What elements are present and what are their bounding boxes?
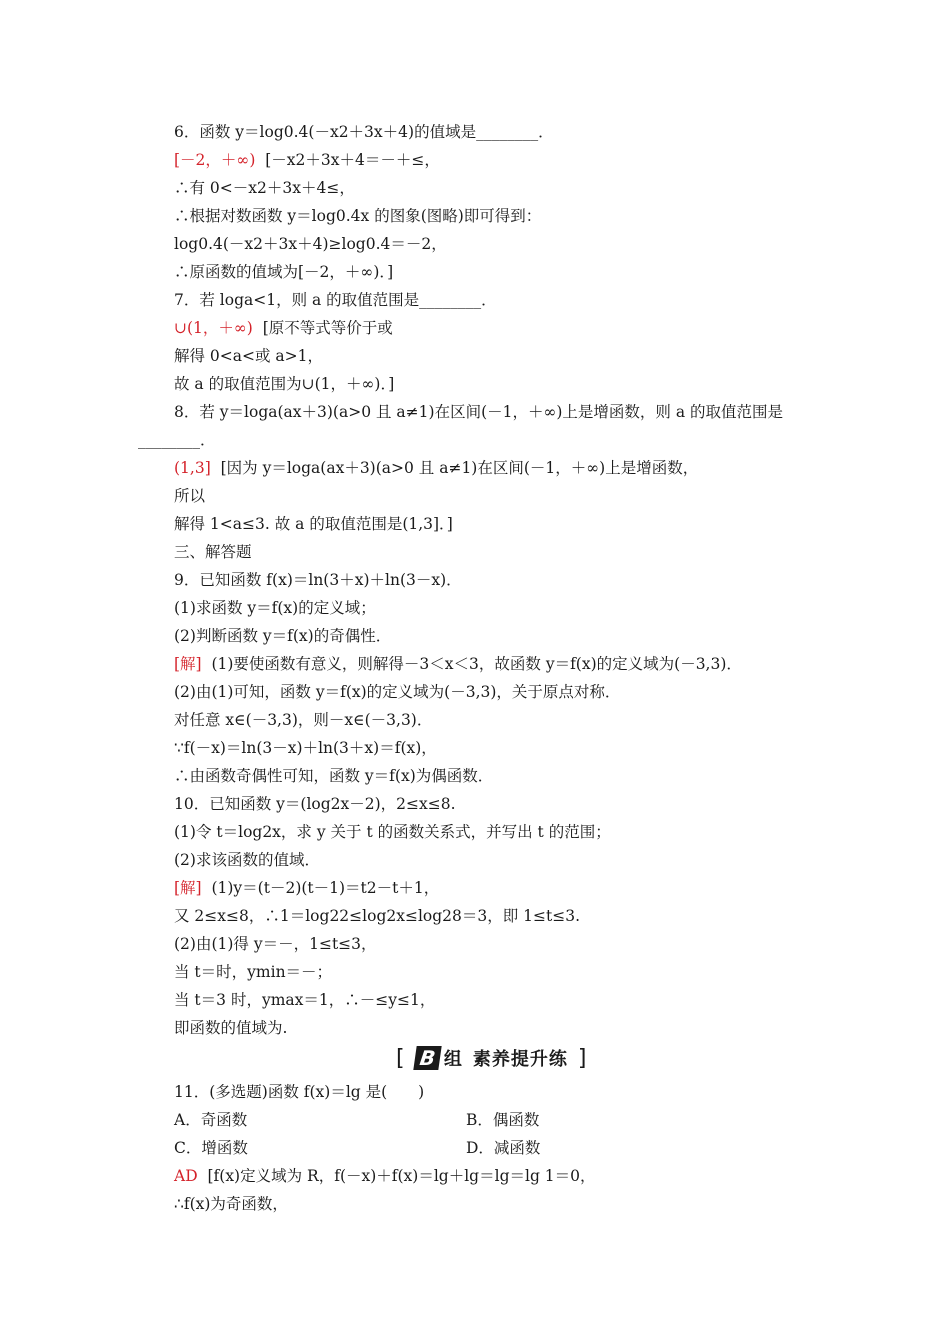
problem-8-blank: ________． [138,431,216,449]
problem-11-answer-line [174,1166,596,1186]
problem-6-answer-line [174,150,440,170]
solution-text: [f(x)定义域为 R，f(－x)＋f(x)＝lg＋lg＝lg＝lg 1＝0， [207,1167,596,1185]
answer-key: [－2，＋∞) [174,151,256,169]
solution-line: 解得 1<a≤3. 故 a 的取值范围是(1,3]．] [174,515,453,533]
option-a: A．奇函数 [174,1111,248,1129]
section-title: 素养提升练 [472,1049,568,1070]
problem-9-solution-line [174,654,742,674]
problem-8-answer-line [174,458,698,478]
solution-line: ∵f(－x)＝ln(3－x)＋ln(3＋x)＝f(x)， [174,739,437,757]
solution-line: 即函数的值域为. [174,1019,288,1037]
solution-text: [因为 y＝loga(ax＋3)(a>0 且 a≠1)在区间(－1，＋∞)上是增函数， [220,459,699,477]
bracket-left: [ [396,1045,405,1071]
problem-7-answer-line [174,318,393,338]
solution-line: (2)由(1)得 y＝－，1≤t≤3， [174,935,377,953]
problem-11-question: 11．(多选题)函数 f(x)＝lg 是( ) [174,1083,425,1101]
question-part: (2)求该函数的值域． [174,851,320,869]
solution-text: [原不等式等价于或 [262,319,393,337]
answer-key: AD [174,1167,198,1185]
solution-text: [－x2＋3x＋4＝－＋≤， [265,151,440,169]
solution-line: 当 t＝3 时，ymax＝1，∴－≤y≤1， [174,991,436,1009]
solution-text: (1)y＝(t－2)(t－1)＝t2－t＋1， [211,879,440,897]
solution-line: ∴f(x)为奇函数， [174,1195,288,1213]
solution-line: log0.4(－x2＋3x＋4)≥log0.4＝－2， [174,235,447,253]
option-c: C．增函数 [174,1139,248,1157]
problem-10-solution-line [174,878,439,898]
solution-line: 所以 [174,487,206,505]
problem-7-question: 7．若 loga<1，则 a 的取值范围是________． [174,291,497,309]
solution-line: (2)由(1)可知，函数 y＝f(x)的定义域为(－3,3)，关于原点对称． [174,683,621,701]
bracket-right: ] [577,1045,587,1071]
solution-marker: [解] [174,879,202,897]
section-b-header [396,1044,586,1072]
solution-line: ∴由函数奇偶性可知，函数 y＝f(x)为偶函数． [174,767,494,785]
solution-line: 当 t＝时，ymin＝－； [174,963,333,981]
solution-line: 故 a 的取值范围为∪(1，＋∞)．] [174,375,395,393]
solution-line: ∴有 0<－x2＋3x＋4≤， [174,179,355,197]
option-b: B．偶函数 [466,1111,540,1129]
solution-line: 又 2≤x≤8，∴1＝log22≤log2x≤log28＝3，即 1≤t≤3. [174,907,581,925]
answer-key: ∪(1，＋∞) [174,319,253,337]
option-d: D．减函数 [466,1139,541,1157]
solution-line: ∴原函数的值域为[－2，＋∞)．] [174,263,394,281]
solution-line: 对任意 x∈(－3,3)，则－x∈(－3,3)． [174,711,433,729]
section-heading: 三、解答题 [174,543,252,561]
solution-line: ∴根据对数函数 y＝log0.4x 的图象(图略)即可得到： [174,207,542,225]
problem-6-question: 6．函数 y＝log0.4(－x2＋3x＋4)的值域是________． [174,123,554,141]
solution-line: 解得 0<a<或 a>1， [174,347,324,365]
problem-8-question: 8．若 y＝loga(ax＋3)(a>0 且 a≠1)在区间(－1，＋∞)上是增函数，则 a 的取值范围是 [174,403,784,421]
question-part: (1)求函数 y＝f(x)的定义域； [174,599,376,617]
group-word: 组 [443,1049,463,1070]
problem-10-question: 10．已知函数 y＝(log2x－2)，2≤x≤8. [174,795,456,813]
solution-text: (1)要使函数有意义，则解得－3＜x＜3，故函数 y＝f(x)的定义域为(－3,3)． [211,655,742,673]
group-letter-badge: B [413,1046,442,1070]
question-part: (1)令 t＝log2x，求 y 关于 t 的函数关系式，并写出 t 的范围； [174,823,611,841]
problem-9-question: 9．已知函数 f(x)＝ln(3＋x)＋ln(3－x)． [174,571,462,589]
answer-key: (1,3] [174,459,211,477]
solution-marker: [解] [174,655,202,673]
question-part: (2)判断函数 y＝f(x)的奇偶性． [174,627,392,645]
